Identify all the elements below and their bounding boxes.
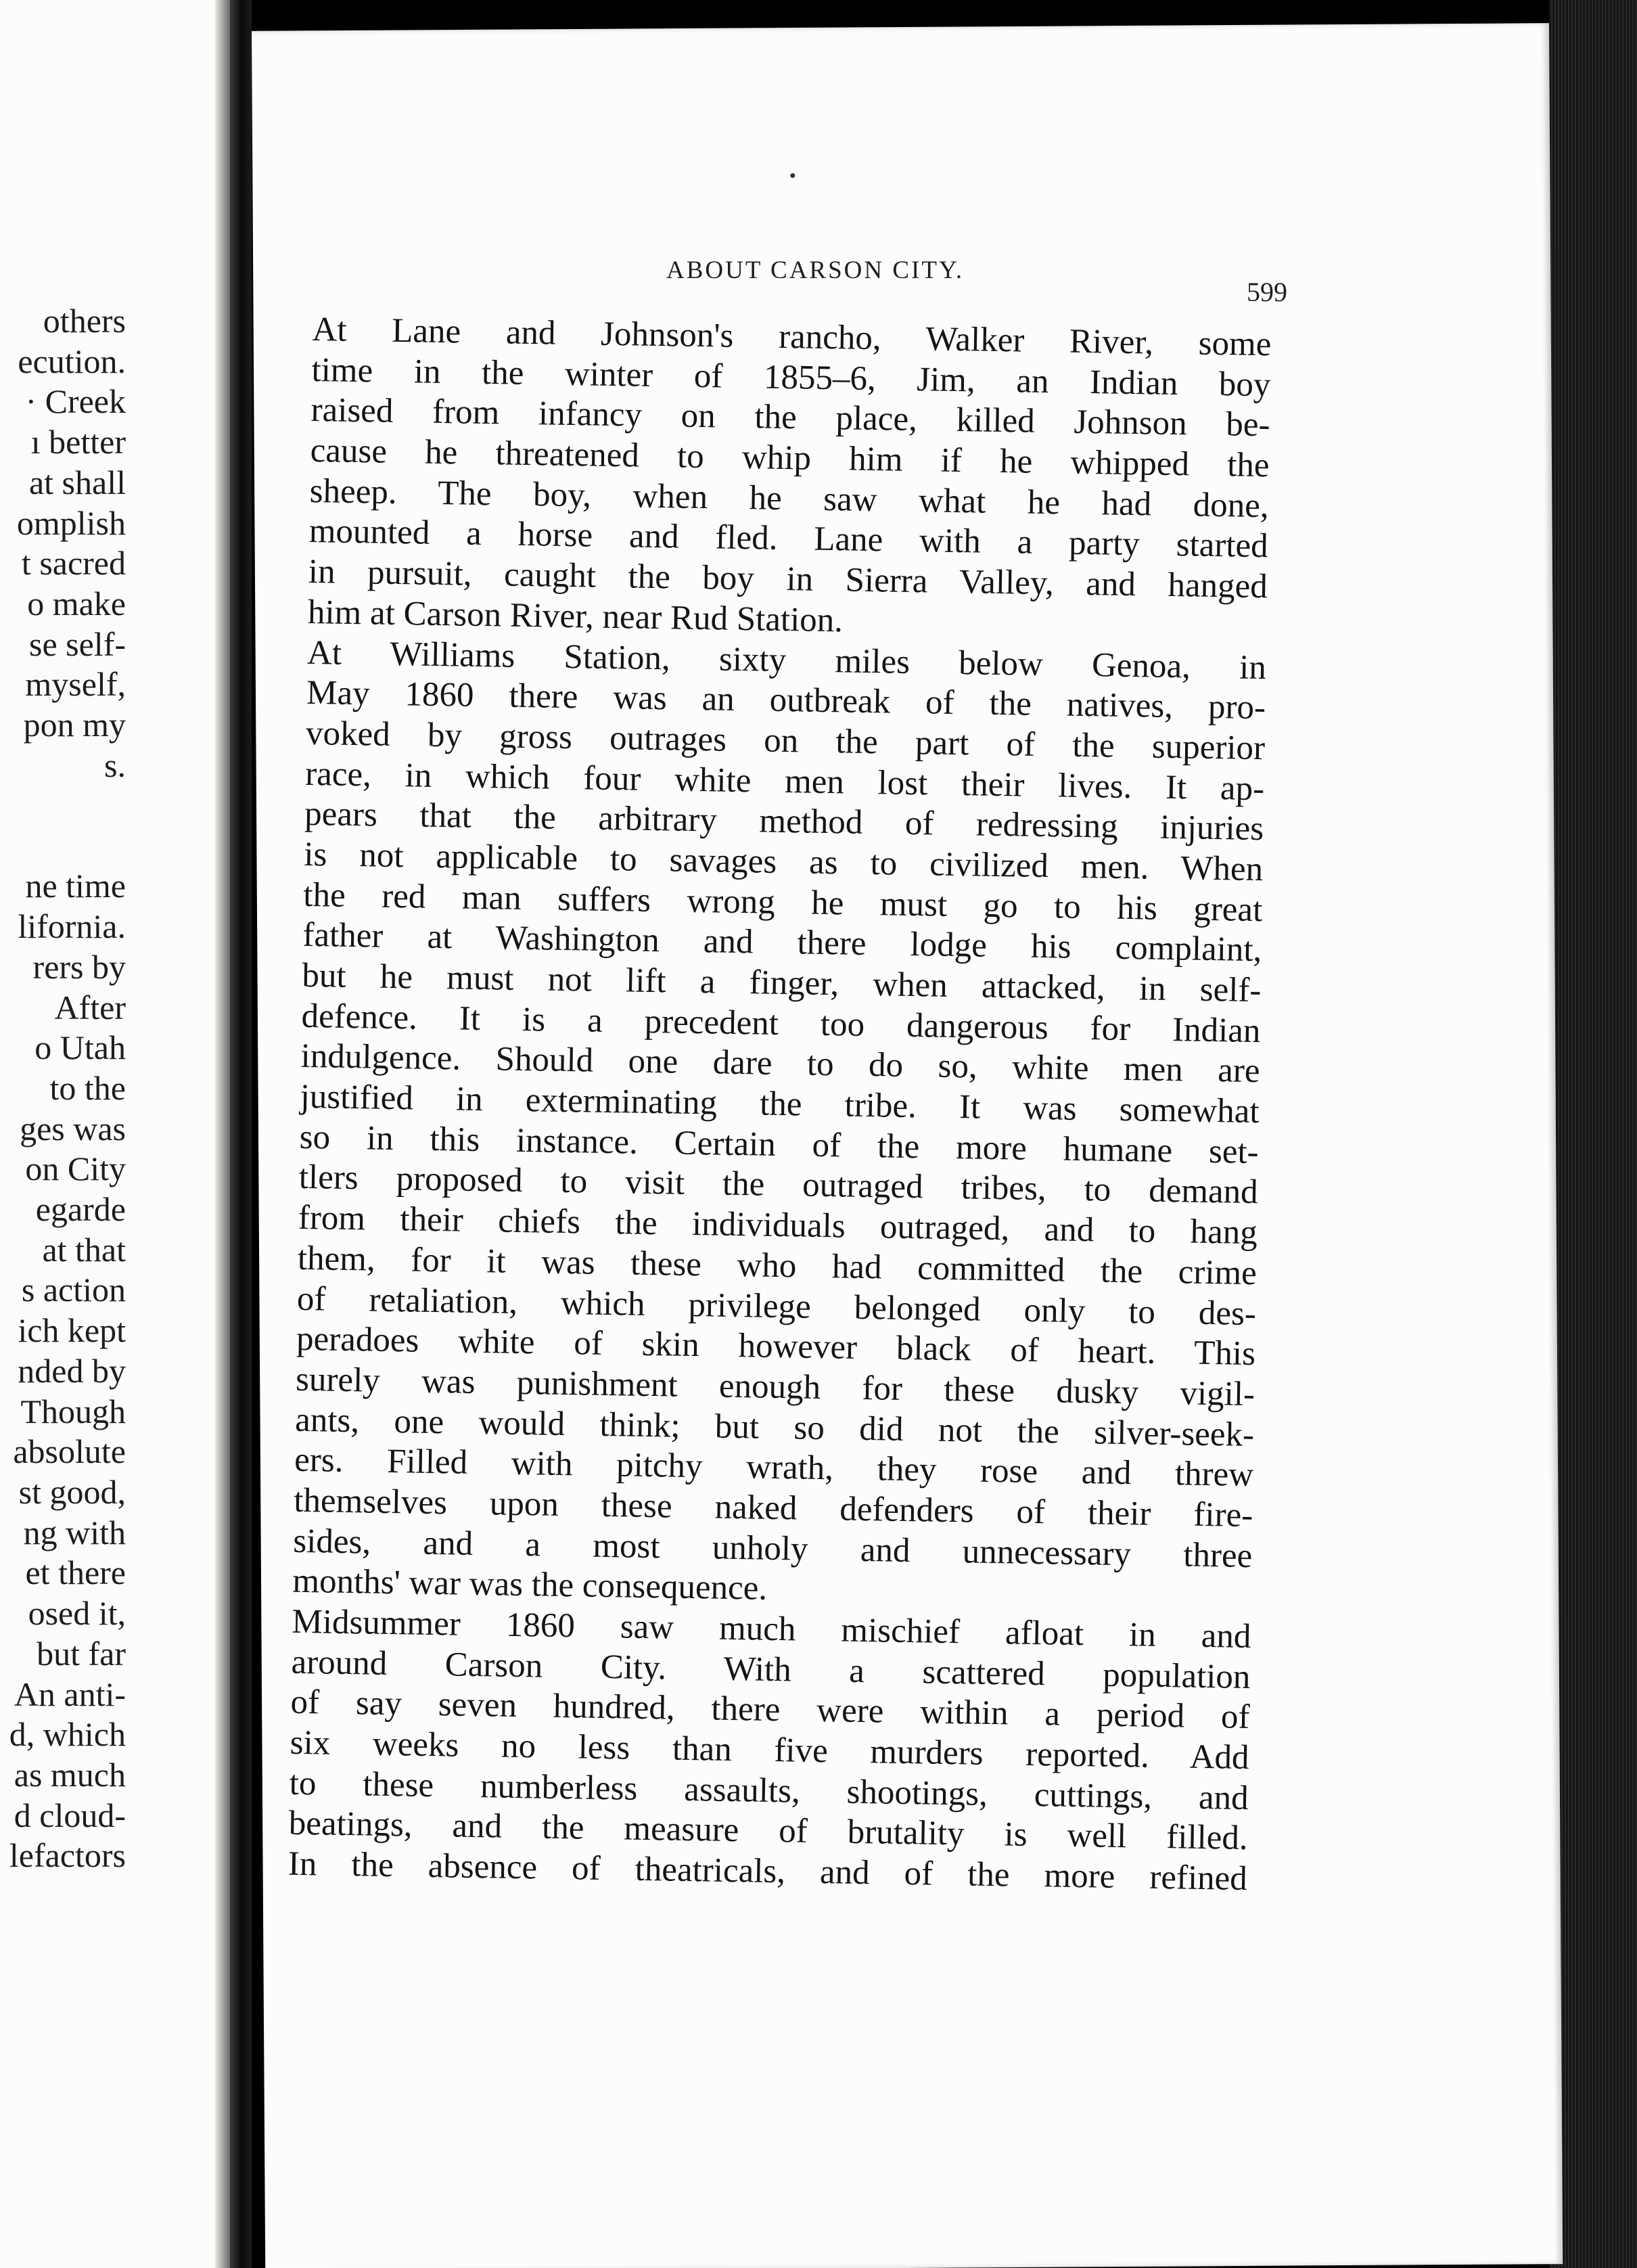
body-line: the red man suffers wrong he must go to his great — [302, 876, 1263, 929]
left-page-line: lifornia. — [18, 907, 126, 946]
body-line: months' war was the consequence. — [292, 1562, 768, 1608]
ink-speck — [790, 173, 795, 178]
body-line: voked by gross outrages on the part of the superior — [305, 714, 1266, 768]
body-line: mounted a horse and fled. Lane with a party started — [308, 512, 1269, 566]
left-page-line: lefactors — [9, 1836, 126, 1875]
book-gutter — [230, 0, 252, 2268]
left-page-line: myself, — [25, 665, 126, 704]
body-line: father at Washington and there lodge his complaint, — [302, 916, 1262, 970]
body-line: ers. Filled with pitchy wrath, they rose and threw — [294, 1441, 1254, 1495]
page-number: 599 — [1247, 277, 1287, 307]
body-line: beatings, and the measure of brutality is well filled. — [288, 1805, 1249, 1858]
body-line: justified in exterminating the tribe. It was somewhat — [300, 1077, 1260, 1131]
left-page-line: · Creek — [25, 382, 126, 421]
body-line: is not applicable to savages as to civilized men. When — [303, 835, 1264, 889]
left-page-line: Though — [20, 1392, 126, 1430]
left-page-line: o Utah — [34, 1028, 126, 1067]
left-page-line: at shall — [28, 463, 126, 501]
left-page-line: egarde — [35, 1190, 126, 1229]
body-line: Midsummer 1860 saw much mischief afloat in and — [292, 1602, 1251, 1656]
left-page-line: as much — [14, 1755, 126, 1794]
left-page-line: et there — [25, 1553, 126, 1592]
body-line: sheep. The boy, when he saw what he had done, — [309, 472, 1270, 525]
left-page-line: d, which — [9, 1715, 126, 1754]
left-page-line: to the — [49, 1068, 126, 1107]
left-page-line: d cloud- — [14, 1796, 126, 1834]
left-page-line: ecution. — [18, 342, 126, 380]
left-page-line: absolute — [13, 1432, 126, 1471]
body-line: In the absence of theatricals, and of the more refined — [287, 1844, 1248, 1899]
left-page-line: rers by — [32, 947, 126, 986]
body-line: of retaliation, which privilege belonged only to des- — [296, 1279, 1257, 1333]
left-page-line: st good, — [18, 1472, 126, 1511]
body-line: defence. It is a precedent too dangerous for Indian — [301, 997, 1261, 1050]
left-page-line: ges was — [20, 1109, 126, 1148]
left-page-line: o make — [27, 584, 126, 622]
body-line: At Williams Station, sixty miles below Genoa, in — [306, 633, 1267, 687]
body-line: May 1860 there was an outbreak of the natives, pro- — [306, 674, 1266, 727]
body-line: surely was punishment enough for these dusky vigil- — [295, 1360, 1255, 1413]
running-head: ABOUT CARSON CITY. — [666, 256, 965, 284]
body-line: of say seven hundred, there were within a period of — [290, 1683, 1250, 1737]
body-line: time in the winter of 1855–6, Jim, an Indian boy — [311, 350, 1271, 404]
left-page-line: s action — [21, 1271, 126, 1309]
left-page-line: An anti- — [14, 1675, 126, 1713]
left-page-line: on City — [25, 1150, 126, 1188]
body-line: raised from infancy on the place, killed Johnson be- — [310, 391, 1270, 445]
body-line: themselves upon these naked defenders of their fire- — [293, 1481, 1253, 1535]
body-line: ants, one would think; but so did not the silver-seek- — [294, 1401, 1255, 1454]
book-page-edges — [1549, 0, 1637, 2268]
body-line: around Carson City. With a scattered population — [291, 1643, 1251, 1696]
body-text — [287, 310, 1271, 1900]
body-line: them, for it was these who had committed the crime — [297, 1239, 1258, 1292]
body-line: from their chiefs the individuals outraged, and to hang — [298, 1198, 1258, 1252]
body-line: tlers proposed to visit the outraged tribes, to demand — [298, 1158, 1259, 1212]
left-page-line: pon my — [23, 706, 126, 744]
left-page-fragment — [0, 0, 230, 2268]
body-line: At Lane and Johnson's rancho, Walker River, some — [312, 310, 1272, 364]
left-page-line: ne time — [25, 867, 126, 905]
left-page-line: at that — [42, 1230, 126, 1269]
left-page-line: s. — [104, 746, 126, 784]
left-page-line: After — [54, 988, 126, 1026]
left-page-line: osed it, — [28, 1594, 126, 1633]
left-page-line: but far — [37, 1634, 126, 1673]
left-page-line: others — [43, 302, 126, 340]
body-line: in pursuit, caught the boy in Sierra Valley, and hanged — [308, 553, 1268, 606]
body-line: to these numberless assaults, shootings, cuttings, and — [289, 1764, 1249, 1817]
body-line: indulgence. Should one dare to do so, white men are — [300, 1037, 1260, 1091]
body-line: cause he threatened to whip him if he whipped the — [310, 432, 1270, 485]
left-page-fold-shadow — [215, 0, 230, 2268]
left-page-line: ng with — [23, 1513, 126, 1551]
body-line: six weeks no less than five murders reported. Add — [290, 1723, 1249, 1777]
left-page-line: t sacred — [21, 544, 126, 583]
body-line: so in this instance. Certain of the more humane set- — [299, 1118, 1260, 1171]
paragraph-gap — [0, 786, 126, 866]
body-line: peradoes white of skin however black of heart. This — [296, 1320, 1256, 1374]
left-page-line: ich kept — [18, 1311, 126, 1350]
body-line: sides, and a most unholy and unnecessary three — [292, 1522, 1253, 1575]
body-line: race, in which four white men lost their lives. It ap- — [304, 754, 1265, 808]
body-line: but he must not lift a finger, when attacked, in self- — [302, 956, 1262, 1010]
left-page-line: nded by — [18, 1351, 126, 1390]
left-page-line: omplish — [16, 503, 126, 542]
body-line: pears that the arbitrary method of redressing injuries — [304, 795, 1264, 848]
left-page-line: se self- — [29, 625, 126, 663]
left-page-text — [0, 301, 126, 1876]
left-page-line: ı better — [30, 423, 126, 461]
body-line: him at Carson River, near Rud Station. — [307, 593, 844, 640]
